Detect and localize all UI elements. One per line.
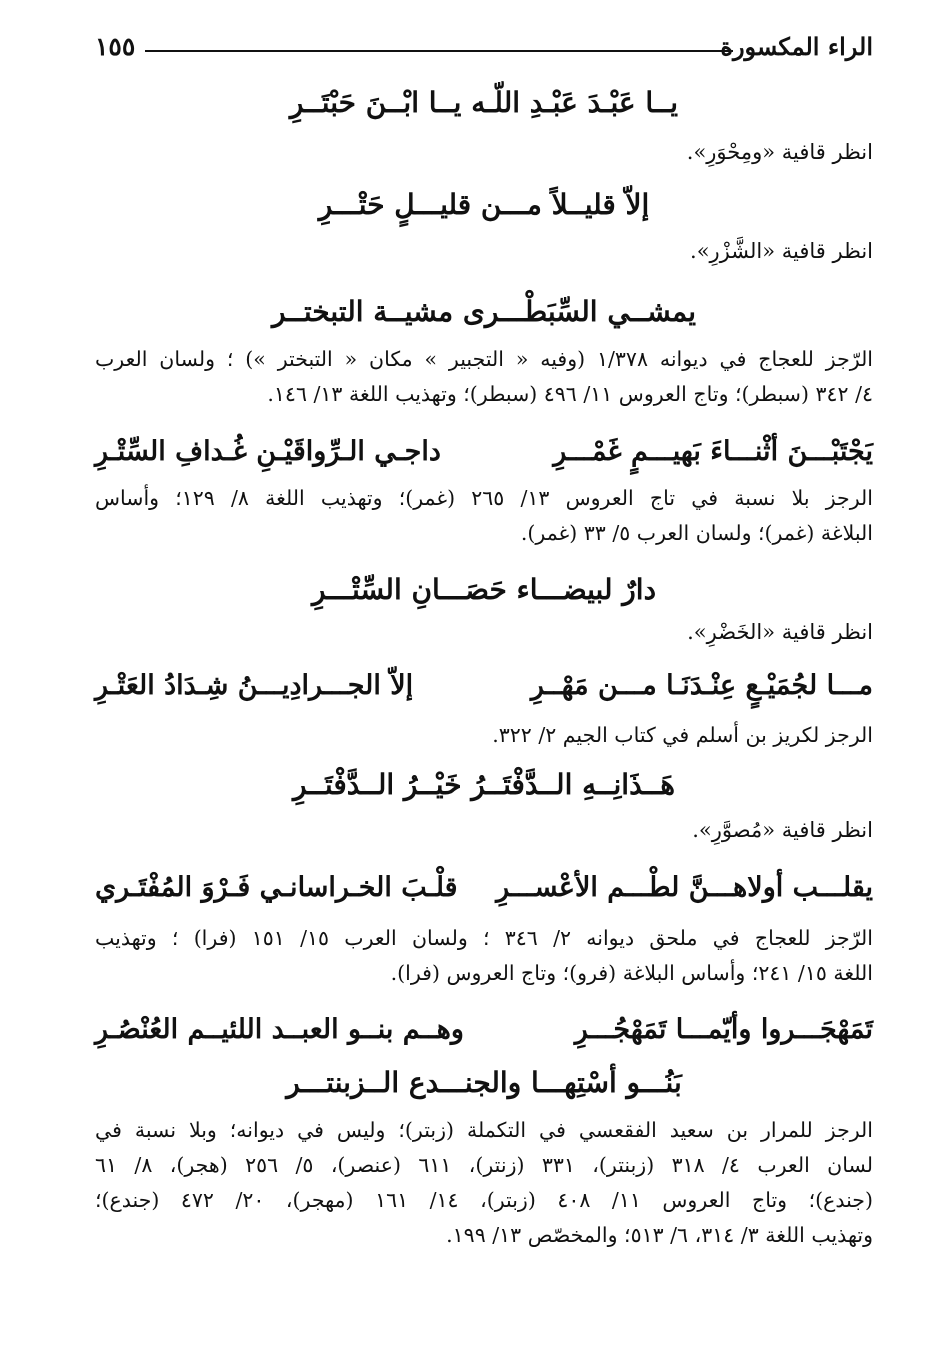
first-hemistich: يقلـــب أولاهـــنَّ لطْـــم الأعْســـرِ [496,872,873,903]
verse [95,295,873,328]
citation-line: وتهذيب اللغة ٣/ ٣١٤، ٦/ ٥١٣؛ والمخصّص ١٣/ ١٩٩. [446,1223,873,1247]
cross-reference-note: انظر قافية «الشَّزْرِ». [690,239,873,263]
citation-line: الرجز للمرار بن سعيد الفقعسي في التكملة (زبتر)؛ وليس في ديوانه؛ وبلا نسبة في [95,1118,873,1142]
verse-couplet [95,436,873,476]
cross-reference-note: انظر قافية «الخَضْرِ». [687,620,873,644]
citation-paragraph [95,921,873,991]
citation-line: (جندع)؛ وتاج العروس ١١/ ٤٠٨ (زبتر)، ١٤/ ١٦١ (مهجر)، ٢٠/ ٤٧٢ (جندع)؛ [95,1188,873,1212]
citation-paragraph [95,718,873,753]
cross-reference-note: انظر قافية «مُصوَّرِ». [692,818,873,842]
cross-reference-note: انظر قافية «ومِحْوَرِ». [686,140,873,164]
citation-line: لسان العرب ٤/ ٣١٨ (زبنتر)، ٣٣١ (زنتر)، ٦١١ (عنصر)، ٥/ ٢٥٦ (هجر)، ٨/ ٦١ [95,1153,873,1177]
verse [95,86,873,119]
verse-text: هَــذَانِــهِ الــدَّفْتَــرُ خَيْــرُ الــدَّفْتَــرِ [293,768,675,801]
verse [95,188,873,221]
second-hemistich: وهــم بنــو العبــد اللئيــم العُنْصُـرِ [95,1014,464,1045]
verse [95,1066,873,1099]
verse-text: دارٌ لبيضـــاء حَصَـــانِ السِّتْـــرِ [311,573,657,606]
citation-paragraph [95,342,873,412]
first-hemistich: مـــا لجُمَيْـعٍ عِنْـدَنَـا مـــن مَهْــرِ [530,670,873,701]
verse-text: يمشــي السِّبَطْـــرى مشيــة التبختــر [271,295,697,328]
verse [95,768,873,801]
second-hemistich: قلْـبَ الخـراسانـي فَـرْوَ المُفْتَـري [95,872,458,903]
chapter-title: الراء المكسورة [720,32,873,61]
second-hemistich: إلاّ الجـــرادِيـــنُ شِـدَادُ العَتْـرِ [95,670,414,701]
page-number: ١٥٥ [95,32,136,61]
citation-line: الرّجز للعجاج في ملحق ديوانه ٢/ ٣٤٦ ؛ ولسان العرب ١٥/ ١٥١ (فرا) ؛ وتهذيب [95,926,873,950]
verse-text: إلاّ قليــلاً مـــن قليـــلٍ حَتْـــرِ [318,188,650,221]
citation-line: ٤/ ٣٤٢ (سبطر)؛ وتاج العروس ١١/ ٤٩٦ (سبطر)؛ وتهذيب اللغة ١٣/ ١٤٦. [267,382,873,406]
verse-couplet [95,1014,873,1054]
citation-line: الرجز لكريز بن أسلم في كتاب الجيم ٢/ ٣٢٢. [492,723,873,747]
citation-paragraph [95,481,873,551]
citation-line: الرجز بلا نسبة في تاج العروس ١٣/ ٢٦٥ (غمر)؛ وتهذيب اللغة ٨/ ١٢٩؛ وأساس [95,486,873,510]
citation-paragraph [95,1113,873,1253]
second-hemistich: داجـي الـرِّواقَيْـنِ غُـدافِ السِّتْـرِ [95,436,441,467]
citation-line: البلاغة (غمر)؛ ولسان العرب ٥/ ٣٣ (غمر). [520,521,873,545]
verse-text: يــا عَبْـدَ عَبْـدِ اللّـه يــا ابْــنَ حَبْتَــرِ [289,86,679,119]
verse-couplet [95,670,873,710]
first-hemistich: يَجْتَبْـــنَ أثْنـــاءَ بَهيـــمٍ غَمْـــرِ [553,436,873,467]
verse-text: بَنُـــو أسْتِهـــا والجنـــدع الــزبنتـــر [286,1066,682,1099]
header-rule [145,50,733,52]
verse [95,573,873,606]
verse-couplet [95,872,873,912]
citation-line: الرّجز للعجاج في ديوانه ١/٣٧٨ (وفيه « التجبير » مكان « التبختر ») ؛ ولسان العرب [95,347,874,371]
citation-line: اللغة ١٥/ ٢٤١؛ وأساس البلاغة (فرو)؛ وتاج العروس (فرا). [390,961,873,985]
running-header [95,28,873,68]
first-hemistich: تَمَهْجَـــروا وأيّمـــا تَمَهْجُـــرِ [574,1014,873,1045]
